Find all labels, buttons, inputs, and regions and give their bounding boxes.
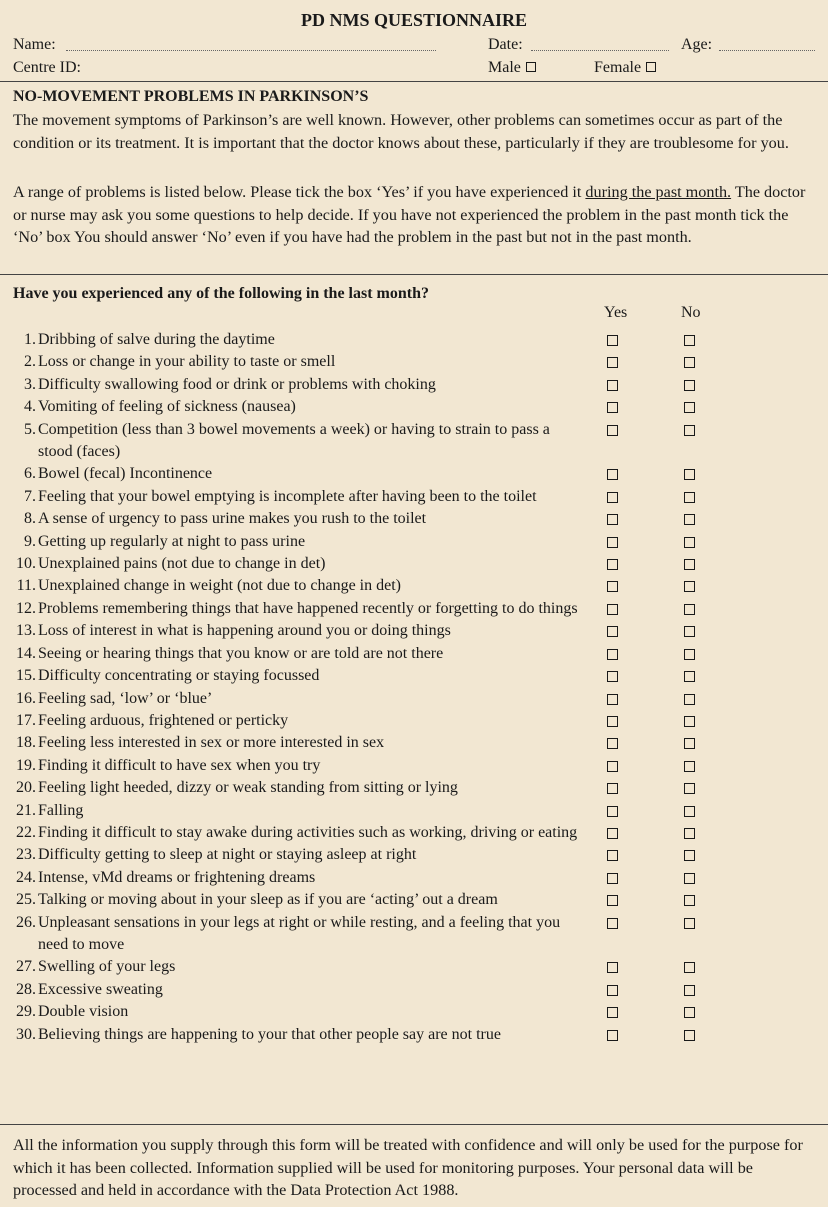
date-field[interactable] <box>531 50 669 51</box>
yes-checkbox[interactable] <box>607 514 618 525</box>
question-item <box>0 665 828 687</box>
question-item <box>0 912 828 957</box>
question-item <box>0 1001 828 1023</box>
no-checkbox[interactable] <box>684 380 695 391</box>
question-item <box>0 508 828 530</box>
yes-checkbox[interactable] <box>607 581 618 592</box>
question-number: 9. <box>24 532 36 550</box>
question-text: Double vision <box>38 1003 129 1021</box>
question-item <box>0 822 828 844</box>
question-item <box>0 419 828 464</box>
question-number: 7. <box>24 487 36 505</box>
no-checkbox[interactable] <box>684 402 695 413</box>
question-number: 20. <box>16 779 36 797</box>
yes-checkbox[interactable] <box>607 783 618 794</box>
no-checkbox[interactable] <box>684 783 695 794</box>
no-checkbox[interactable] <box>684 738 695 749</box>
question-item <box>0 732 828 754</box>
question-text: Unexplained change in weight (not due to change in det) <box>38 577 401 595</box>
question-number: 23. <box>16 846 36 864</box>
question-number: 25. <box>16 891 36 909</box>
question-number: 2. <box>24 353 36 371</box>
question-item <box>0 553 828 575</box>
yes-checkbox[interactable] <box>607 716 618 727</box>
question-number: 13. <box>16 622 36 640</box>
question-text: Difficulty swallowing food or drink or problems with choking <box>38 375 436 393</box>
footer-notice: All the information you supply through this form will be treated with confidence and will only be used for the purpose for which it has been collected. Information supplied will be used for monitoring purposes. Your personal data will be processed and held in accordance with the Data Protection Act 1988. <box>13 1136 803 1199</box>
question-number: 3. <box>24 375 36 393</box>
centre-id-label: Centre ID: <box>13 59 81 76</box>
yes-checkbox[interactable] <box>607 918 618 929</box>
question-text: Believing things are happening to your that other people say are not true <box>38 1025 501 1043</box>
no-checkbox[interactable] <box>684 671 695 682</box>
intro2-underlined: during the past month. <box>585 183 732 201</box>
no-checkbox[interactable] <box>684 335 695 346</box>
yes-checkbox[interactable] <box>607 761 618 772</box>
age-label: Age: <box>681 36 713 53</box>
no-checkbox[interactable] <box>684 873 695 884</box>
yes-checkbox[interactable] <box>607 873 618 884</box>
no-checkbox[interactable] <box>684 806 695 817</box>
section-title: NO-MOVEMENT PROBLEMS IN PARKINSON’S <box>13 88 369 105</box>
no-checkbox[interactable] <box>684 357 695 368</box>
question-item <box>0 800 828 822</box>
yes-checkbox[interactable] <box>607 828 618 839</box>
question-text: Excessive sweating <box>38 980 163 998</box>
no-checkbox[interactable] <box>684 895 695 906</box>
no-checkbox[interactable] <box>684 469 695 480</box>
question-text: Swelling of your legs <box>38 958 176 976</box>
yes-checkbox[interactable] <box>607 604 618 615</box>
form-title: PD NMS QUESTIONNAIRE <box>300 10 528 30</box>
yes-checkbox[interactable] <box>607 895 618 906</box>
question-item <box>0 777 828 799</box>
yes-checkbox[interactable] <box>607 806 618 817</box>
question-number: 10. <box>16 555 36 573</box>
no-checkbox[interactable] <box>684 828 695 839</box>
question-item <box>0 688 828 710</box>
question-item <box>0 463 828 485</box>
question-number: 11. <box>16 577 36 595</box>
yes-checkbox[interactable] <box>607 492 618 503</box>
question-text: Difficulty getting to sleep at night or staying asleep at right <box>38 846 417 864</box>
no-checkbox[interactable] <box>684 559 695 570</box>
no-checkbox[interactable] <box>684 716 695 727</box>
no-checkbox[interactable] <box>684 918 695 929</box>
no-checkbox[interactable] <box>684 604 695 615</box>
question-item <box>0 598 828 620</box>
question-list <box>0 329 828 1046</box>
no-checkbox[interactable] <box>684 962 695 973</box>
question-number: 26. <box>16 913 36 931</box>
question-text: Talking or moving about in your sleep as if you are ‘acting’ out a dream <box>38 891 498 909</box>
question-text: Seeing or hearing things that you know or are told are not there <box>38 644 444 662</box>
question-text: Loss or change in your ability to taste or smell <box>38 353 336 371</box>
question-number: 12. <box>16 599 36 617</box>
question-text: Feeling that your bowel emptying is incomplete after having been to the toilet <box>38 487 537 505</box>
male-checkbox[interactable] <box>526 62 536 72</box>
yes-checkbox[interactable] <box>607 694 618 705</box>
no-checkbox[interactable] <box>684 581 695 592</box>
yes-checkbox[interactable] <box>607 425 618 436</box>
no-checkbox[interactable] <box>684 850 695 861</box>
question-item <box>0 979 828 1001</box>
female-label: Female <box>594 59 642 76</box>
question-text: Difficulty concentrating or staying focussed <box>38 667 320 685</box>
yes-checkbox[interactable] <box>607 380 618 391</box>
question-item <box>0 486 828 508</box>
yes-column-header: Yes <box>604 304 628 321</box>
no-checkbox[interactable] <box>684 492 695 503</box>
no-checkbox[interactable] <box>684 425 695 436</box>
question-number: 17. <box>16 711 36 729</box>
question-item <box>0 1024 828 1046</box>
no-checkbox[interactable] <box>684 694 695 705</box>
question-number: 6. <box>24 465 36 483</box>
no-checkbox[interactable] <box>684 649 695 660</box>
intro2-start: A range of problems is listed below. Please tick the box ‘Yes’ if you have experienced it <box>13 183 586 201</box>
question-text: Getting up regularly at night to pass urine <box>38 532 306 550</box>
question-text: Intense, vMd dreams or frightening dreams <box>38 868 316 886</box>
question-number: 16. <box>16 689 36 707</box>
question-item <box>0 396 828 418</box>
question-text: Feeling less interested in sex or more interested in sex <box>38 734 385 752</box>
no-checkbox[interactable] <box>684 514 695 525</box>
yes-checkbox[interactable] <box>607 335 618 346</box>
question-text: Finding it difficult to stay awake during activities such as working, driving or eating <box>38 823 578 841</box>
divider-top <box>0 81 828 82</box>
female-option[interactable] <box>594 58 656 78</box>
yes-checkbox[interactable] <box>607 985 618 996</box>
no-checkbox[interactable] <box>684 626 695 637</box>
no-column-header: No <box>681 304 701 321</box>
yes-checkbox[interactable] <box>607 357 618 368</box>
question-item <box>0 531 828 553</box>
question-item <box>0 956 828 978</box>
question-text: Loss of interest in what is happening around you or doing things <box>38 622 451 640</box>
yes-checkbox[interactable] <box>607 738 618 749</box>
yes-checkbox[interactable] <box>607 649 618 660</box>
question-item <box>0 844 828 866</box>
no-checkbox[interactable] <box>684 985 695 996</box>
yes-checkbox[interactable] <box>607 962 618 973</box>
question-item <box>0 620 828 642</box>
question-number: 30. <box>16 1025 36 1043</box>
question-text: Falling <box>38 801 84 819</box>
question-text: Competition (less than 3 bowel movements a week) or having to strain to pass a stood (faces) <box>38 420 550 461</box>
question-number: 21. <box>16 801 36 819</box>
question-number: 4. <box>24 398 36 416</box>
question-number: 24. <box>16 868 36 886</box>
yes-checkbox[interactable] <box>607 1030 618 1041</box>
question-number: 28. <box>16 980 36 998</box>
no-checkbox[interactable] <box>684 1030 695 1041</box>
question-number: 27. <box>16 958 36 976</box>
intro-paragraph-2 <box>13 181 818 249</box>
name-field[interactable] <box>66 50 436 51</box>
yes-checkbox[interactable] <box>607 626 618 637</box>
date-label: Date: <box>488 36 523 53</box>
question-number: 8. <box>24 510 36 528</box>
question-number: 15. <box>16 667 36 685</box>
divider-bottom <box>0 1124 828 1125</box>
question-text: A sense of urgency to pass urine makes you rush to the toilet <box>38 510 427 528</box>
question-text: Feeling arduous, frightened or perticky <box>38 711 289 729</box>
question-item <box>0 889 828 911</box>
question-number: 18. <box>16 734 36 752</box>
intro2-end: The doctor or nurse may ask you some questions to help decide. If you have not experienced the problem in the past month tick the ‘No’ box You should answer ‘No’ even if you have had the problem in the past but not in the past month. <box>13 183 806 246</box>
question-item <box>0 575 828 597</box>
question-item <box>0 374 828 396</box>
question-item <box>0 329 828 351</box>
question-number: 5. <box>24 420 36 438</box>
question-text: Unpleasant sensations in your legs at right or while resting, and a feeling that you need to move <box>38 913 561 953</box>
question-text: Bowel (fecal) Incontinence <box>38 465 213 483</box>
question-text: Finding it difficult to have sex when you try <box>38 756 321 774</box>
no-checkbox[interactable] <box>684 537 695 548</box>
yes-checkbox[interactable] <box>607 559 618 570</box>
question-number: 22. <box>16 823 36 841</box>
question-item <box>0 867 828 889</box>
yes-checkbox[interactable] <box>607 469 618 480</box>
yes-checkbox[interactable] <box>607 1007 618 1018</box>
no-checkbox[interactable] <box>684 761 695 772</box>
question-text: Feeling light heeded, dizzy or weak standing from sitting or lying <box>38 779 458 797</box>
question-number: 1. <box>24 331 36 348</box>
yes-checkbox[interactable] <box>607 537 618 548</box>
intro-paragraph-1: The movement symptoms of Parkinson’s are well known. However, other problems can sometimes occur as part of the condition or its treatment. It is important that the doctor knows about these, particularly if they are troublesome for you. <box>13 111 789 152</box>
question-text: Dribbing of salve during the daytime <box>38 331 275 348</box>
question-text: Problems remembering things that have happened recently or forgetting to do things <box>38 599 578 617</box>
male-label: Male <box>488 59 521 76</box>
question-number: 29. <box>16 1003 36 1021</box>
yes-checkbox[interactable] <box>607 850 618 861</box>
question-item <box>0 351 828 373</box>
divider-middle <box>0 274 828 275</box>
question-item <box>0 755 828 777</box>
question-item <box>0 710 828 732</box>
yes-checkbox[interactable] <box>607 671 618 682</box>
question-number: 14. <box>16 644 36 662</box>
age-field[interactable] <box>719 50 815 51</box>
question-text: Feeling sad, ‘low’ or ‘blue’ <box>38 689 213 707</box>
question-text: Unexplained pains (not due to change in det) <box>38 555 326 573</box>
female-checkbox[interactable] <box>646 62 656 72</box>
name-label: Name: <box>13 36 56 53</box>
yes-checkbox[interactable] <box>607 402 618 413</box>
question-number: 19. <box>16 756 36 774</box>
male-option[interactable] <box>488 58 536 78</box>
question-text: Vomiting of feeling of sickness (nausea) <box>38 398 296 416</box>
no-checkbox[interactable] <box>684 1007 695 1018</box>
question-item <box>0 643 828 665</box>
question-header: Have you experienced any of the following in the last month? <box>13 285 429 302</box>
